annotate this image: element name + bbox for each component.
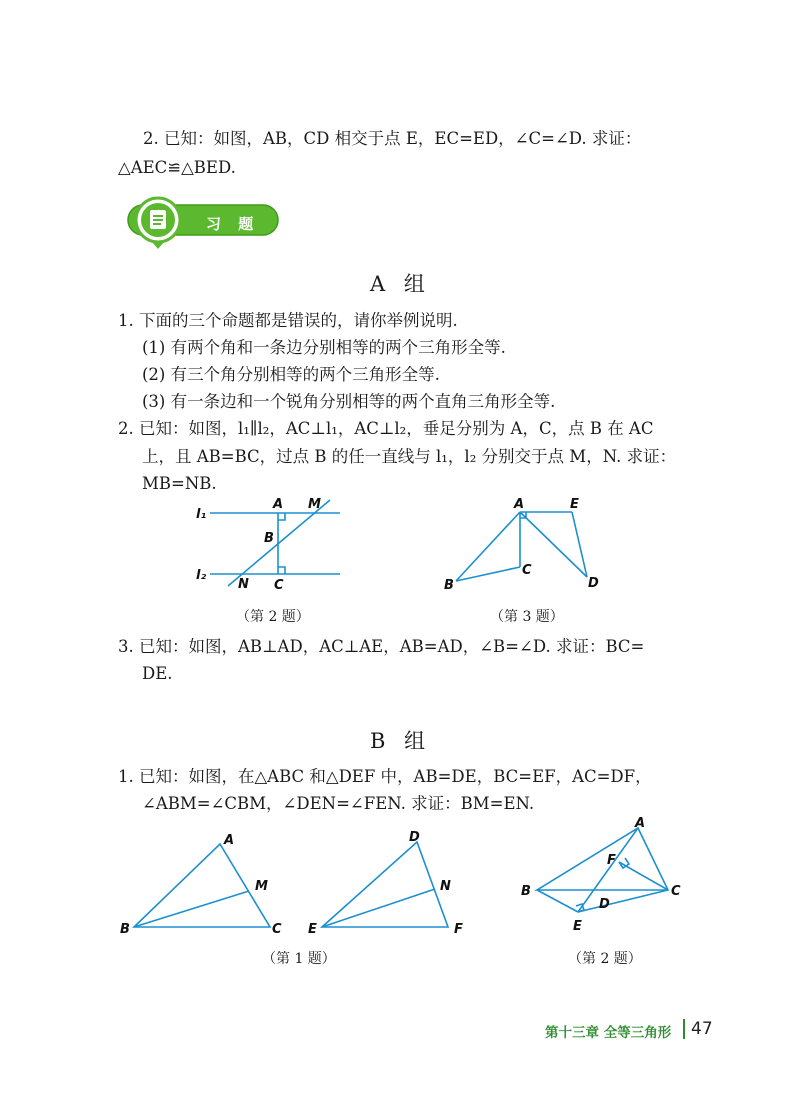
fig-a2-label-l2: l₂: [196, 568, 207, 583]
fig-a2-label-a: A: [273, 497, 284, 512]
fig-b2-label-c: C: [671, 884, 681, 899]
fig-b1-label-f: F: [454, 922, 463, 937]
fig-b1-caption: （第 1 题）: [262, 951, 336, 967]
fig-a3-label-a: A: [514, 497, 525, 512]
fig-b1-label-b: B: [120, 922, 130, 937]
notebook-icon: [150, 210, 166, 229]
a-q1-item-3: (3) 有一条边和一个锐角分别相等的两个直角三角形全等.: [142, 392, 556, 411]
top-exercise-line1: 2. 已知：如图，AB，CD 相交于点 E，EC=ED，∠C=∠D. 求证：: [143, 129, 642, 148]
fig-b2-label-d: D: [599, 897, 610, 912]
b-q1-line1: 1. 已知：如图，在△ABC 和△DEF 中，AB=DE，BC=EF，AC=DF，: [118, 767, 652, 786]
banner-pointer-icon: [152, 242, 164, 249]
page-number: 47: [691, 1019, 713, 1039]
fig-a3-label-d: D: [588, 576, 599, 591]
fig-b1-label-n: N: [440, 879, 451, 894]
figure-a3: [440, 494, 610, 594]
a-q1-stem: 1. 下面的三个命题都是错误的，请你举例说明.: [118, 311, 458, 330]
figure-b2: [515, 814, 690, 944]
fig-b1-label-a: A: [224, 833, 235, 848]
fig-a2-label-m: M: [308, 497, 321, 512]
a-q3-line2: DE.: [142, 664, 173, 683]
fig-a2-caption: （第 2 题）: [236, 609, 310, 625]
fig-a3-label-e: E: [570, 497, 579, 512]
fig-a3-label-b: B: [444, 578, 454, 593]
footer-chapter: 第十三章 全等三角形: [545, 1025, 672, 1041]
figure-b1: [112, 828, 492, 938]
group-b-title: B 组: [370, 729, 432, 753]
a-q1-item-1: (1) 有两个角和一条边分别相等的两个三角形全等.: [142, 338, 506, 357]
a-q2-line3: MB=NB.: [142, 474, 217, 493]
fig-b2-label-a: A: [635, 816, 646, 831]
fig-b1-label-e: E: [308, 922, 317, 937]
b-q1-line2: ∠ABM=∠CBM，∠DEN=∠FEN. 求证：BM=EN.: [142, 794, 535, 813]
fig-b1-label-d: D: [409, 830, 420, 845]
fig-b2-caption: （第 2 题）: [568, 951, 642, 967]
banner-label: 习 题: [206, 215, 260, 233]
fig-b2-label-b: B: [521, 884, 531, 899]
a-q3-line1: 3. 已知：如图，AB⊥AD，AC⊥AE，AB=AD，∠B=∠D. 求证：BC=: [118, 637, 645, 656]
group-a-title: A 组: [370, 272, 431, 296]
fig-a3-label-c: C: [522, 563, 532, 578]
footer-divider: [683, 1019, 685, 1039]
fig-a2-label-l1: l₁: [196, 507, 207, 522]
a-q2-line1: 2. 已知：如图，l₁∥l₂，AC⊥l₁，AC⊥l₂，垂足分别为 A，C，点 B 在 AC: [118, 419, 654, 438]
fig-a2-label-n: N: [238, 577, 249, 592]
fig-b2-label-e: E: [573, 919, 582, 934]
a-q1-item-2: (2) 有三个角分别相等的两个三角形全等.: [142, 365, 440, 384]
fig-a2-label-c: C: [274, 578, 284, 593]
top-exercise-line2: △AEC≌△BED.: [118, 158, 236, 177]
fig-b1-label-c: C: [272, 922, 282, 937]
fig-a3-caption: （第 3 题）: [490, 609, 564, 625]
fig-b2-label-f: F: [607, 853, 616, 868]
a-q2-line2: 上，且 AB=BC，过点 B 的任一直线与 l₁，l₂ 分别交于点 M，N. 求证：: [142, 447, 677, 466]
figure-a2: [190, 494, 350, 594]
fig-a2-label-b: B: [264, 531, 274, 546]
fig-b1-label-m: M: [255, 879, 268, 894]
